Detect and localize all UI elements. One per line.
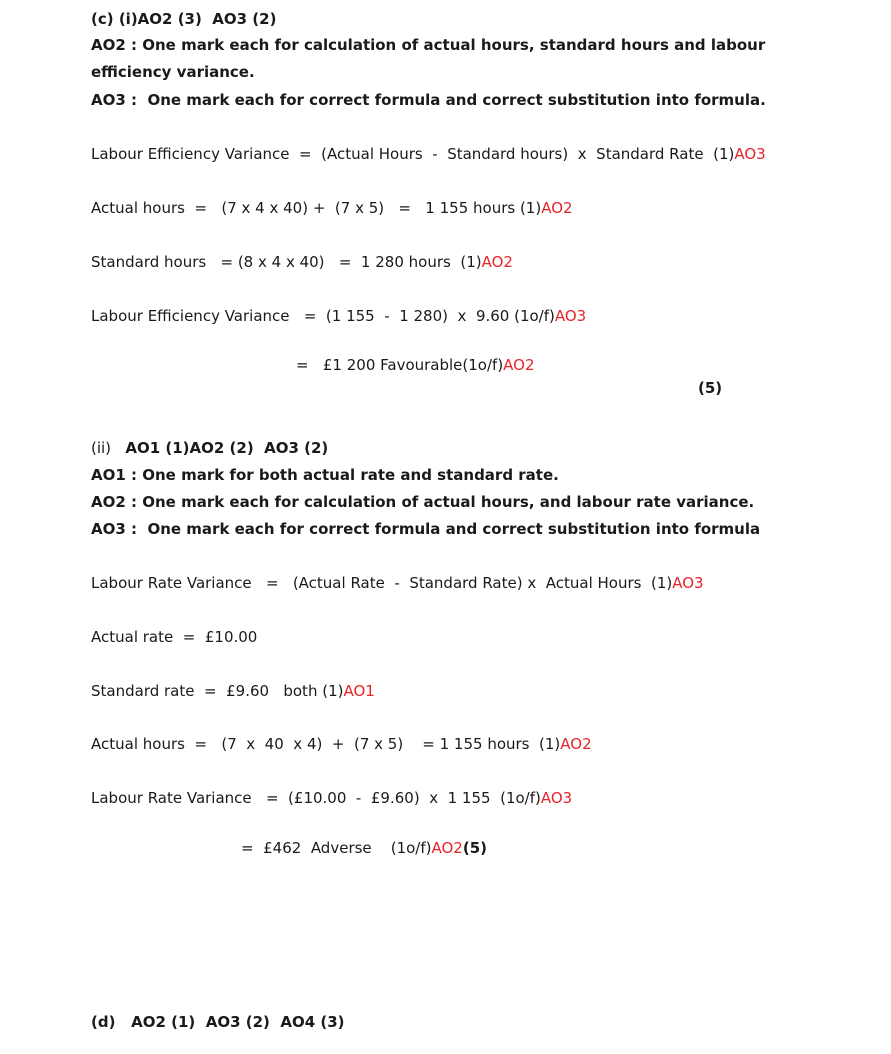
ii-lrv-formula-text: Labour Rate Variance = (Actual Rate - Standard Rate) x Actual Hours (1) — [91, 574, 673, 592]
ii-lrv-calc-tag: AO3 — [540, 789, 573, 807]
ii-heading-text: AO1 (1)AO2 (2) AO3 (2) — [125, 439, 329, 457]
ii-lrv-formula — [91, 573, 704, 593]
ii-actual-hours — [91, 734, 592, 754]
ii-ao3-description: AO3 : One mark each for correct formula and correct substitution into formula — [91, 520, 761, 538]
c-lev-calc-text: Labour Efficiency Variance = (1 155 - 1 280) x 9.60 (1o/f) — [91, 307, 555, 325]
c-lev-formula — [91, 144, 766, 164]
c-lev-result — [296, 355, 535, 375]
ii-lrv-result — [241, 838, 487, 858]
c-actual-hours-tag: AO2 — [541, 199, 573, 217]
ii-standard-rate-tag: AO1 — [343, 682, 375, 700]
ii-actual-rate: Actual rate = £10.00 — [91, 628, 258, 646]
c-ao2-description: AO2 : One mark each for calculation of actual hours, standard hours and labour efficiency variance. — [91, 36, 766, 81]
ii-standard-rate-text: Standard rate = £9.60 both (1) — [91, 682, 344, 700]
c-marks: (5) — [698, 379, 723, 397]
ii-lrv-result-text: = £462 Adverse (1o/f) — [241, 839, 432, 857]
ii-heading-prefix: (ii) — [91, 439, 126, 457]
ii-actual-hours-tag: AO2 — [560, 735, 592, 753]
ii-standard-rate — [91, 681, 375, 701]
section-d-heading: (d) AO2 (1) AO3 (2) AO4 (3) — [91, 1013, 345, 1031]
c-lev-formula-tag: AO3 — [734, 145, 766, 163]
section-c-heading: (c) (i)AO2 (3) AO3 (2) — [91, 10, 277, 28]
c-lev-calculation — [91, 306, 586, 326]
ii-lrv-calc-text: Labour Rate Variance = (£10.00 - £9.60) x 1 155 (1o/f) — [91, 789, 541, 807]
c-actual-hours-text: Actual hours = (7 x 4 x 40) + (7 x 5) = 1 155 hours (1) — [91, 199, 542, 217]
ii-actual-hours-text: Actual hours = (7 x 40 x 4) + (7 x 5) = 1 155 hours (1) — [91, 735, 561, 753]
ii-lrv-formula-tag: AO3 — [672, 574, 704, 592]
c-standard-hours — [91, 252, 513, 272]
c-lev-result-text: = £1 200 Favourable(1o/f) — [296, 356, 504, 374]
ii-marks: (5) — [462, 839, 487, 857]
c-lev-result-tag: AO2 — [503, 356, 535, 374]
ii-lrv-result-tag: AO2 — [431, 839, 463, 857]
c-standard-hours-text: Standard hours = (8 x 4 x 40) = 1 280 hours (1) — [91, 253, 482, 271]
c-lev-formula-text: Labour Efficiency Variance = (Actual Hours - Standard hours) x Standard Rate (1) — [91, 145, 735, 163]
ii-ao2-description: AO2 : One mark each for calculation of actual hours, and labour rate variance. — [91, 493, 755, 511]
section-ii-heading — [91, 438, 328, 458]
ii-lrv-calculation — [91, 788, 572, 808]
c-actual-hours — [91, 198, 573, 218]
c-standard-hours-tag: AO2 — [481, 253, 513, 271]
c-ao3-description: AO3 : One mark each for correct formula and correct substitution into formula. — [91, 91, 766, 109]
ii-ao1-description: AO1 : One mark for both actual rate and standard rate. — [91, 466, 559, 484]
c-lev-calc-tag: AO3 — [554, 307, 587, 325]
